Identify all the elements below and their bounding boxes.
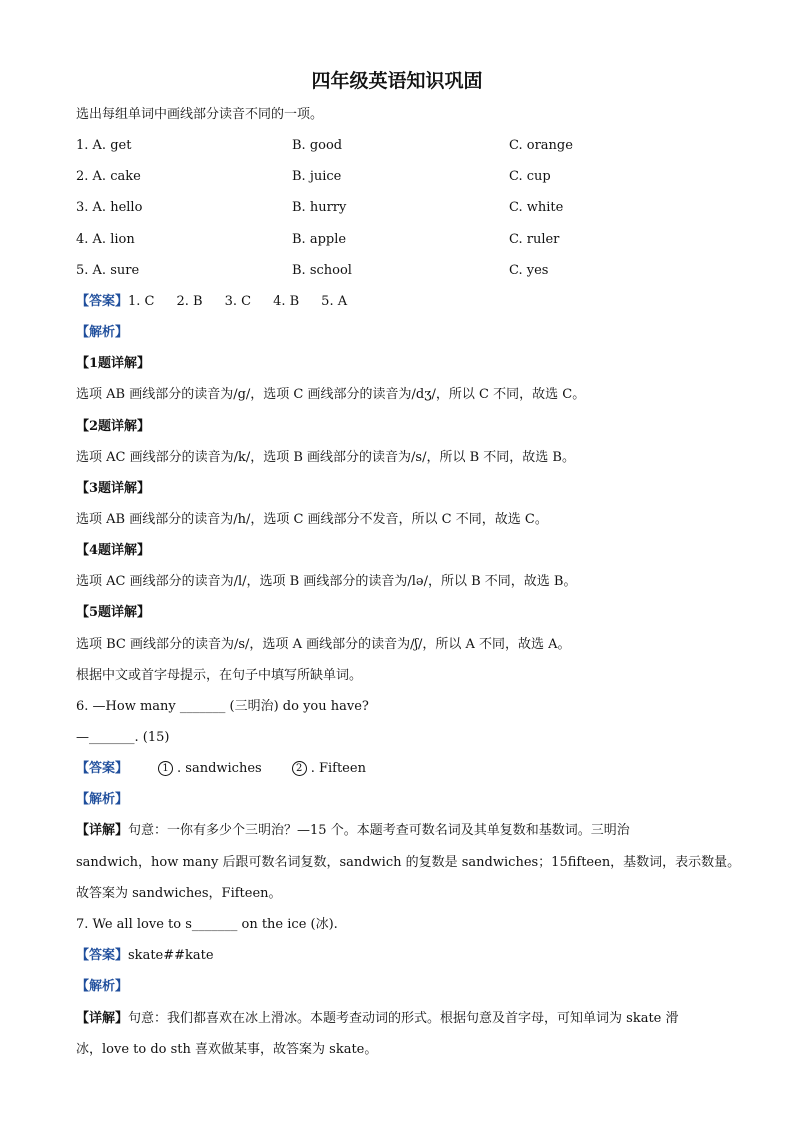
option-a: 2. A. cake [76,169,141,184]
detail-text: 选项 AC 画线部分的读音为/k/，选项 B 画线部分的读音为/s/，所以 B 不同，故选 B。 [76,450,575,465]
answer-line [76,293,369,311]
option-b: B. apple [292,232,347,247]
answer-label: 【答案】 [76,294,129,309]
option-b: B. juice [292,169,342,184]
answer-item: 1. C [128,294,155,309]
page-title: 四年级英语知识巩固 [311,70,483,92]
analysis-label: 【解析】 [76,325,129,340]
option-a: 4. A. lion [76,232,135,247]
detail-text: 冰，love to do sth 喜欢做某事，故答案为 skate。 [76,1042,378,1057]
detail-heading: 【详解】 [76,823,129,838]
analysis-label: 【解析】 [76,979,129,994]
option-b: B. good [292,138,343,153]
detail-heading: 【1题详解】 [76,356,151,371]
detail-text: 【详解】句意：我们都喜欢在冰上滑冰。本题考查动词的形式。根据句意及首字母，可知单词为 skate 滑 [76,1011,679,1026]
answer-item: 2. B [176,294,203,309]
option-a: 5. A. sure [76,263,140,278]
detail-text: sandwich，how many 后跟可数名词复数，sandwich 的复数是 sandwiches；15fifteen，基数词，表示数量。 [76,855,741,870]
answer-label: 【答案】 [76,761,129,776]
circled-number: 2 [292,761,307,776]
option-c: C. white [509,200,564,215]
option-c: C. yes [509,263,549,278]
detail-heading: 【5题详解】 [76,605,151,620]
answer-label: 【答案】 [76,948,129,963]
question-6-reply: —_______. (15) [76,730,170,745]
question-6: 6. —How many _______ (三明治) do you have? [76,699,369,714]
detail-heading: 【4题详解】 [76,543,151,558]
section1-instruction: 选出每组单词中画线部分读音不同的一项。 [76,107,324,122]
answer-item: 1 . sandwiches [158,760,262,778]
option-b: B. hurry [292,200,347,215]
answer-item: 4. B [273,294,300,309]
option-b: B. school [292,263,352,278]
detail-text: 选项 AB 画线部分的读音为/g/，选项 C 画线部分的读音为/dʒ/，所以 C 不同，故选 C。 [76,387,586,402]
answer-line [76,947,214,965]
answer-item: 5. A [321,294,348,309]
option-c: C. ruler [509,232,560,247]
detail-heading: 【详解】 [76,1011,129,1026]
section2-instruction: 根据中文或首字母提示，在句子中填写所缺单词。 [76,668,363,683]
option-a: 3. A. hello [76,200,143,215]
answer-line [76,760,396,778]
question-7: 7. We all love to s_______ on the ice (冰). [76,917,338,932]
detail-heading: 【3题详解】 [76,481,151,496]
detail-text: 选项 BC 画线部分的读音为/s/，选项 A 画线部分的读音为/ʃ/，所以 A 不同，故选 A。 [76,637,571,652]
detail-text: 选项 AC 画线部分的读音为/l/，选项 B 画线部分的读音为/lə/，所以 B 不同，故选 B。 [76,574,577,589]
analysis-label: 【解析】 [76,792,129,807]
detail-heading: 【2题详解】 [76,419,151,434]
answer-item: 2 . Fifteen [292,760,366,778]
option-c: C. orange [509,138,573,153]
option-a: 1. A. get [76,138,132,153]
detail-text: 选项 AB 画线部分的读音为/h/，选项 C 画线部分不发音，所以 C 不同，故选 C。 [76,512,548,527]
circled-number: 1 [158,761,173,776]
detail-text: 故答案为 sandwiches，Fifteen。 [76,886,282,901]
detail-text: 【详解】句意：一你有多少个三明治？—15 个。本题考查可数名词及其单复数和基数词。三明治 [76,823,630,838]
answer-item: 3. C [224,294,252,309]
option-c: C. cup [509,169,551,184]
answer-item: skate##kate [128,948,214,963]
